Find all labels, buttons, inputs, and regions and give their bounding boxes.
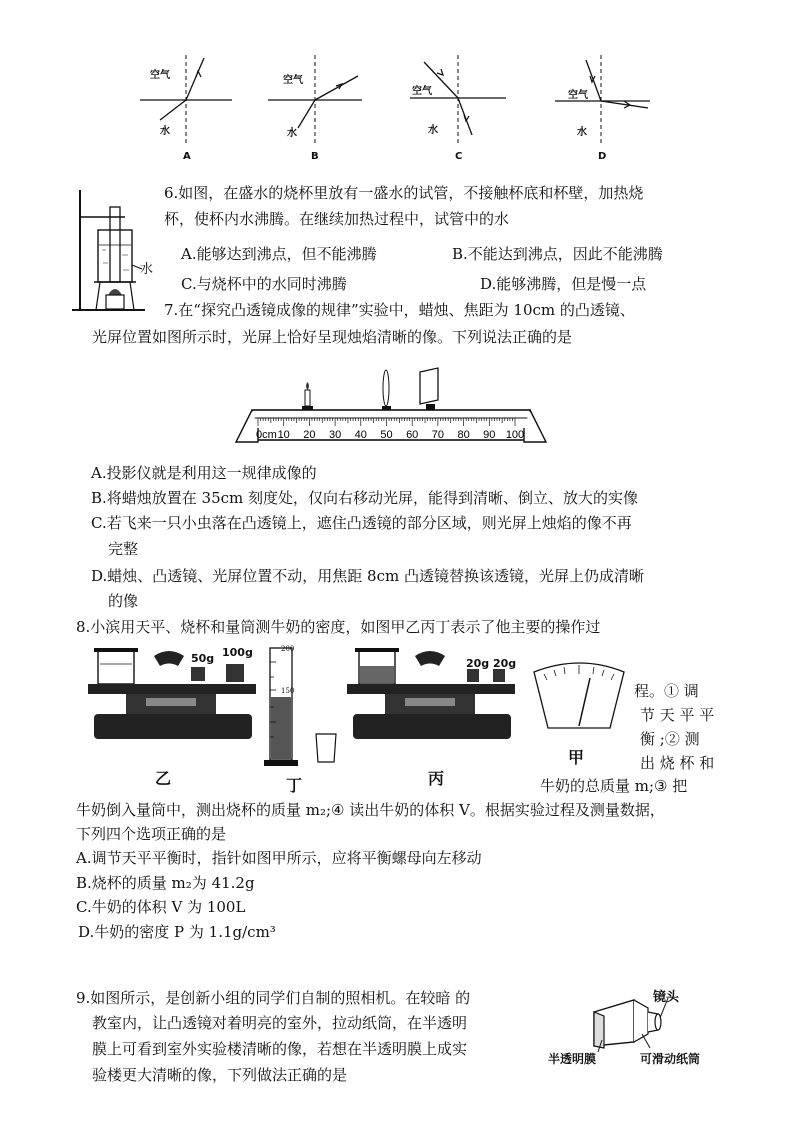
q6-stem-line2: 杯，使杯内水沸腾。在继续加热过程中，试管中的水 <box>164 210 510 228</box>
q9-stem-line2: 教室内，让凸透镜对着明亮的室外，拉动纸筒，在半透明 <box>92 1014 468 1032</box>
q7-option-b: B.将蜡烛放置在 35cm 刻度处，仅向右移动光屏，能得到清晰、倒立、放大的实像 <box>91 489 639 507</box>
q9-film-label: 半透明膜 <box>548 1052 597 1066</box>
q8-option-a: A.调节天平平衡时，指针如图甲所示，应将平衡螺母向左移动 <box>76 849 482 867</box>
q8-side-line1: 程。① 调 <box>634 682 699 700</box>
q8-pointer-scale-jia <box>532 660 628 740</box>
q7-option-c-line1: C.若飞来一只小虫落在凸透镜上，遮住凸透镜的部分区域，则光屏上烛焰的像不再 <box>91 514 632 532</box>
q9-tube-label: 可滑动纸筒 <box>640 1052 701 1066</box>
panel-b-letter: B <box>311 151 319 162</box>
q8-bing-weight-1: 20g <box>466 657 490 670</box>
q7-stem-line2: 光屏位置如图所示时，光屏上恰好呈现烛焰清晰的像。下列说法正确的是 <box>92 328 573 346</box>
q7-option-a: A.投影仪就是利用这一规律成像的 <box>91 464 317 482</box>
panel-d-water-label: 水 <box>577 127 587 138</box>
q6-boiling-apparatus <box>70 185 150 315</box>
panel-a-water-label: 水 <box>160 126 170 137</box>
ruler-label: 40 <box>354 429 367 441</box>
panel-b-air-label: 空气 <box>283 75 303 86</box>
q7-option-d-line2: 的像 <box>108 592 139 610</box>
ruler-label: 10 <box>277 429 290 441</box>
ruler-label: 50 <box>380 429 393 441</box>
ruler-label: 0cm <box>256 429 277 441</box>
panel-b-diagram <box>268 55 362 145</box>
q6-water-label: 水 <box>140 262 154 277</box>
q8-cylinder-mark-200: 200 <box>281 645 295 653</box>
q6-option-c: C.与烧杯中的水同时沸腾 <box>181 275 347 293</box>
panel-c-letter: C <box>455 151 463 162</box>
q8-yi-weight-1: 50g <box>191 652 215 665</box>
q6-option-d: D.能够沸腾，但是慢一点 <box>480 275 647 293</box>
q9-stem-line4: 验楼更大清晰的像，下列做法正确的是 <box>92 1066 348 1084</box>
q8-caption-jia: 甲 <box>568 750 585 767</box>
q8-bing-weight-2: 20g <box>493 657 517 670</box>
panel-c-water-label: 水 <box>428 125 438 136</box>
q6-option-b: B.不能达到沸点，因此不能沸腾 <box>452 245 663 263</box>
q6-stem-line1: 6.如图，在盛水的烧杯里放有一盛水的试管，不接触杯底和杯壁，加热烧 <box>164 184 644 202</box>
q8-side-line4: 出 烧 杯 和 <box>640 754 715 772</box>
q7-optical-bench <box>232 362 552 452</box>
ruler-label: 100 <box>505 429 525 441</box>
q8-yi-weight-2: 100g <box>222 646 253 659</box>
q8-cylinder-mark-150: 150 <box>281 687 295 695</box>
ruler-label: 90 <box>483 429 496 441</box>
ruler-label: 80 <box>457 429 470 441</box>
ruler-label: 30 <box>328 429 342 441</box>
q7-stem-line1: 7.在“探究凸透镜成像的规律”实验中，蜡烛、焦距为 10cm 的凸透镜、 <box>164 301 635 319</box>
q8-cylinder-ding <box>262 642 352 772</box>
panel-d-letter: D <box>598 151 607 162</box>
q8-stem-line4: 下列四个选项正确的是 <box>76 825 227 843</box>
q8-caption-yi: 乙 <box>155 771 172 788</box>
q9-stem-line3: 膜上可看到室外实验楼清晰的像，若想在半透明膜上成实 <box>92 1040 468 1058</box>
q8-option-b: B.烧杯的质量 m₂为 41.2g <box>76 874 255 892</box>
panel-d-air-label: 空气 <box>568 90 588 101</box>
q8-stem-line1: 8.小滨用天平、烧杯和量筒测牛奶的密度，如图甲乙丙丁表示了他主要的操作过 <box>76 618 601 636</box>
panel-a-letter: A <box>183 151 191 162</box>
q6-option-a: A.能够达到沸点，但不能沸腾 <box>181 245 377 263</box>
ruler-label: 20 <box>303 429 316 441</box>
panel-b-water-label: 水 <box>287 128 297 139</box>
q8-caption-bing: 丙 <box>428 771 445 788</box>
ruler-label: 60 <box>406 429 419 441</box>
q8-option-d: D.牛奶的密度 P 为 1.1g/cm³ <box>78 923 276 941</box>
q8-stem-line3: 牛奶倒入量筒中，测出烧杯的质量 m₂;④ 读出牛奶的体积 V。根据实验过程及测量数据， <box>76 801 665 819</box>
panel-c-air-label: 空气 <box>412 86 432 97</box>
q8-side-line5: 牛奶的总质量 m;③ 把 <box>540 777 688 795</box>
panel-a-air-label: 空气 <box>150 70 170 81</box>
q7-option-d-line1: D.蜡烛、凸透镜、光屏位置不动，用焦距 8cm 凸透镜替换该透镜，光屏上仍成清晰 <box>91 567 644 585</box>
q8-side-line2: 节 天 平 平 <box>640 706 715 724</box>
panel-c-diagram <box>410 55 506 145</box>
q8-option-c: C.牛奶的体积 V 为 100L <box>76 898 246 916</box>
q9-stem-line1: 9.如图所示，是创新小组的同学们自制的照相机。在较暗 的 <box>76 989 471 1007</box>
ruler-label: 70 <box>431 429 445 441</box>
q9-lens-label: 镜头 <box>653 989 680 1004</box>
q7-option-c-line2: 完整 <box>108 540 139 558</box>
q8-caption-ding: 丁 <box>286 778 303 795</box>
q8-side-line3: 衡 ;② 测 <box>640 730 700 748</box>
q5-figure <box>0 0 794 175</box>
